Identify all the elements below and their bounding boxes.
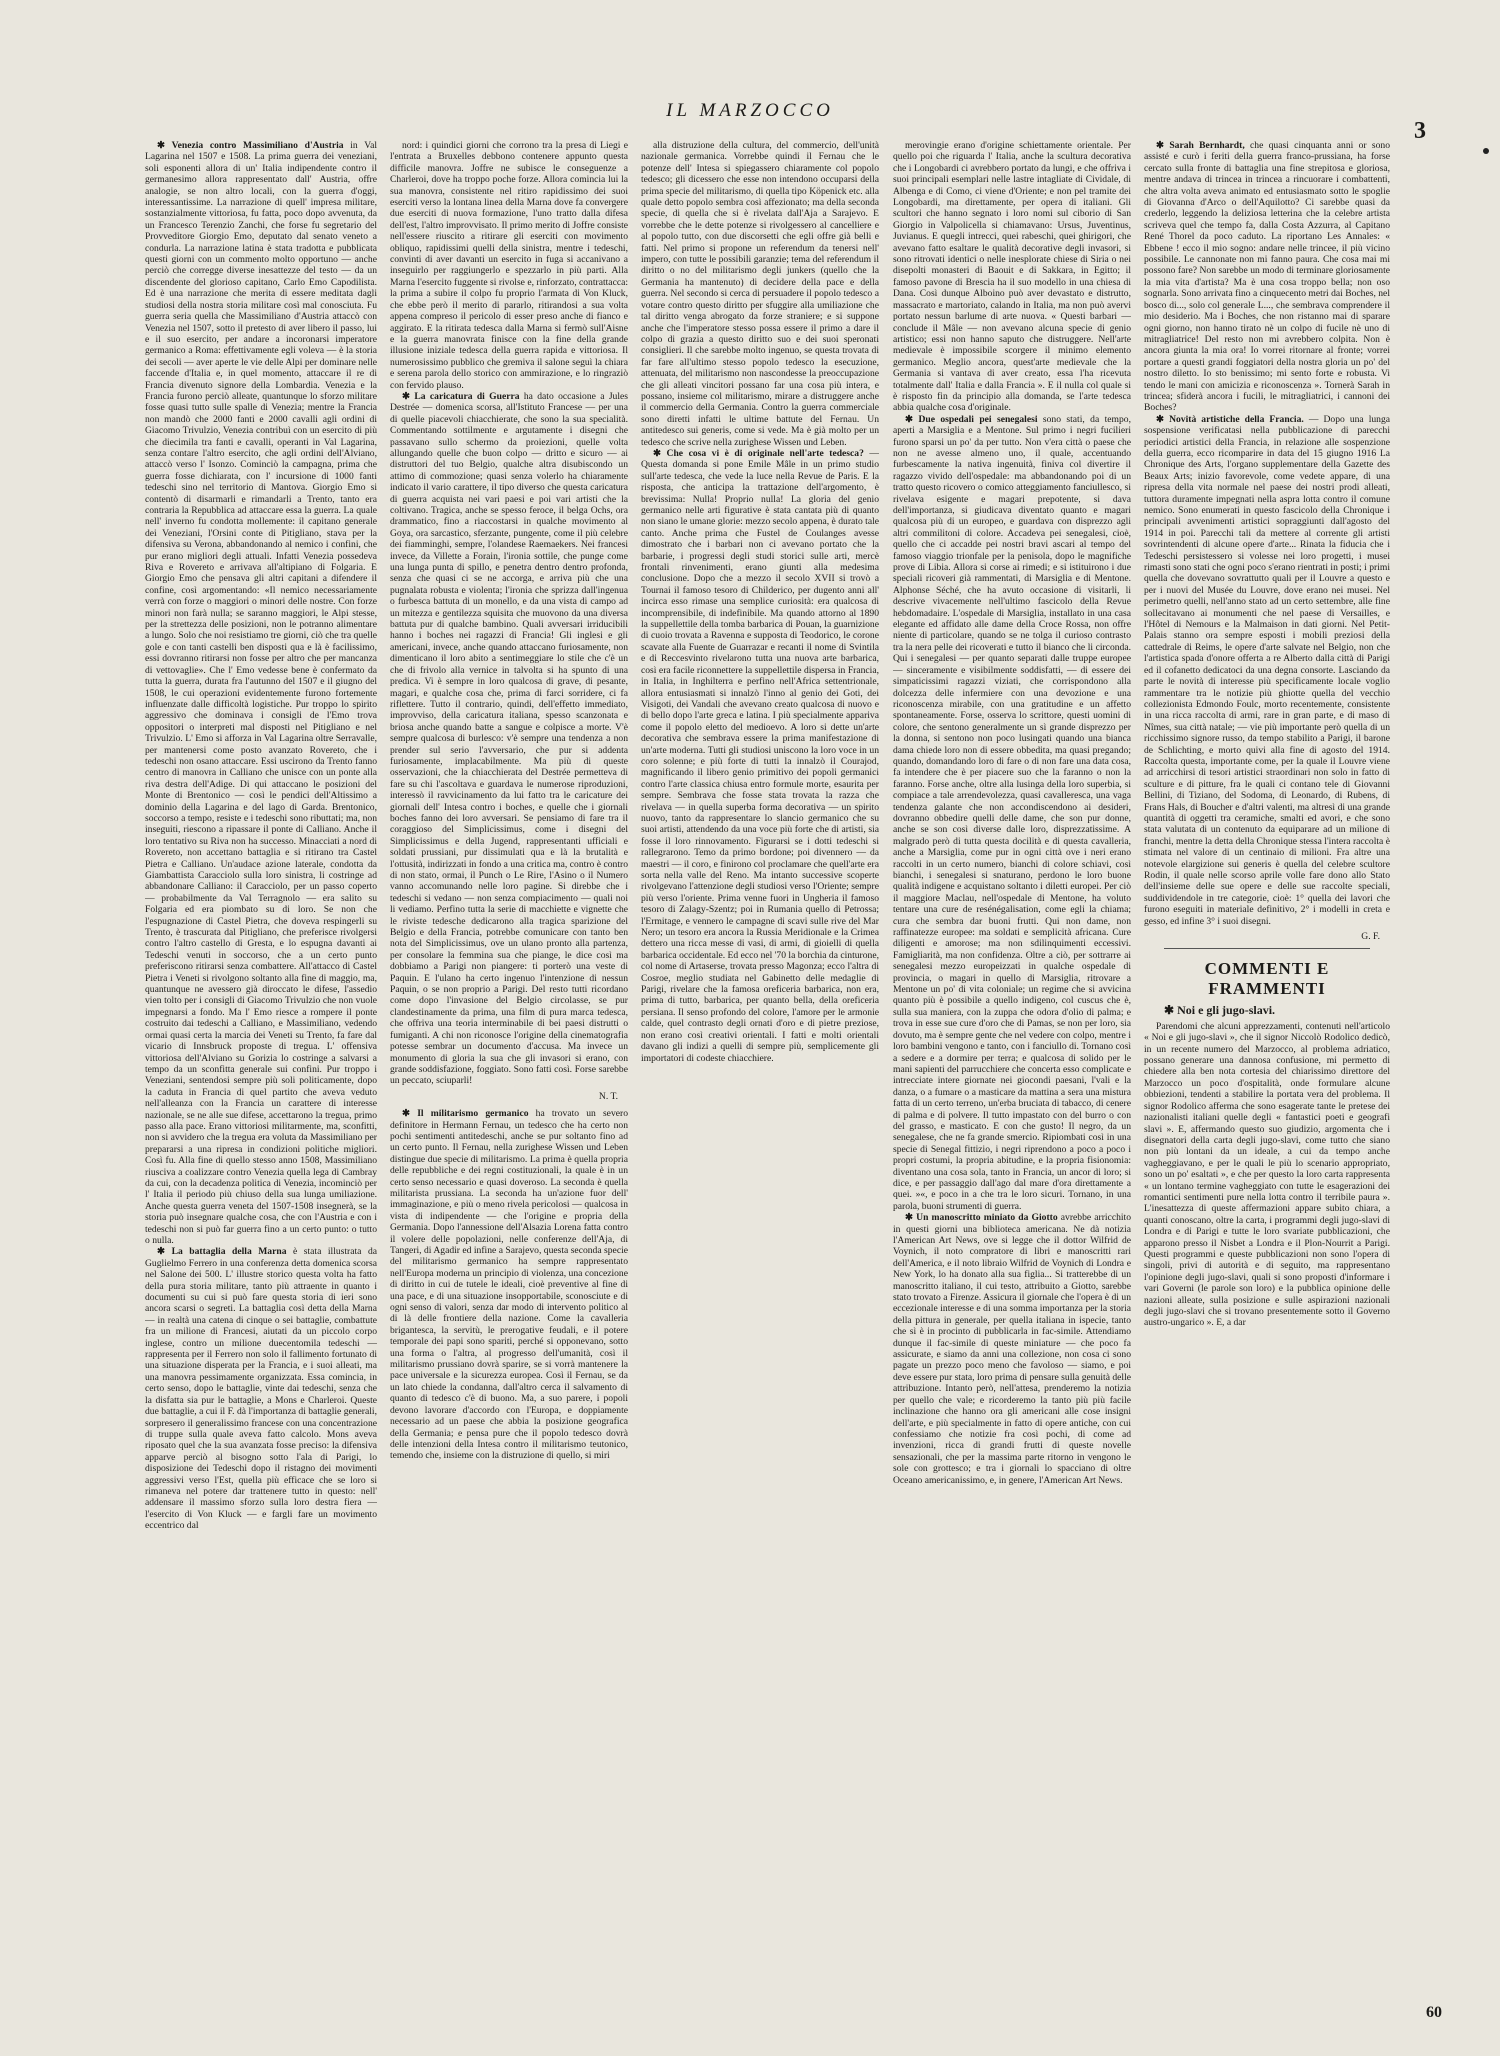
star-icon: ✱ xyxy=(157,140,172,151)
star-icon: ✱ xyxy=(1164,1003,1178,1018)
article-text: in Val Lagarina nel 1507 e 1508. La prima guerra dei veneziani, soli esponenti allora di un' Italia indipendente contro il germanesimo allora rappresentato dall' Austria, offre analogie, se non altro locali, con la guerra d'oggi, interessantissime. La narrazione di quell' impresa militare, sostanzialmente vittoriosa, fu fatta, poco dopo avvenuta, da un Francesco Terenzio Zanchi, che forse fu segretario del Provveditore Giorgio Emo, deputato dal senato veneto a condurla. La narrazione latina è stata tradotta e pubblicata questi giorni con un commento molto opportuno — anche perciò che corregge diverse inesattezze del testo — da un discendente del glorioso capitano, Carlo Emo Capodilista. Ed è una narrazione che merita di essere meditata dagli studiosi della nostra storia militare così mal conosciuta. Fu guerra seria quella che Massimiliano d'Austria attaccò con Venezia nel 1507, sotto il pretesto di aver libero il passo, lui e il suo esercito, per andare a incoronarsi imperatore germanico a Roma: effettivamente egli voleva — è la storia dei secoli — aver aperte le vie delle Alpi per dominare nelle faccende d'Italia e, in quel momento, attaccare il re di Francia divenuto signore della Lombardia. Venezia e la Francia furono perciò alleate, quantunque lo sforzo militare fosse quasi tutto sulle spalle di Venezia; mentre la Francia non mandò che 2000 fanti e 2000 cavalli agli ordini di Giacomo Trivulzio, Venezia contribuì con un esercito di più che diecimila tra fanti e cavalli, operanti in Val Lagarina, senza contare l'altro esercito, che agli ordini dell'Alviano, attaccò verso l' Isonzo. Cominciò la campagna, prima che guerra fosse dichiarata, con l' incursione di 1000 fanti tedeschi sino nel territorio di Mantova. Giorgio Emo si contentò di disarmarli e rimandarli a Trento, tanto era contraria la Repubblica ad attaccare essa la guerra. La quale nell' inverno fu condotta mollemente: il capitano generale dei Veneziani, l'Orsini conte di Pitigliano, stava per la difensiva su Verona, abbandonando al nemico i confini, che pur erano migliori degli attuali. Infatti Venezia possedeva Riva e Rovereto e arrivava all'altipiano di Folgaria. E Giorgio Emo che pensava gli altri capitani a difendere il confine, così argomentando: «Il nemico necessariamente verrà con forze o maggiori o minori delle nostre. Con forze minori non farà nulla; se saranno maggiori, le Alpi stesse, per la strettezza delle posizioni, non le potranno alimentare a lungo. Solo che noi resistiamo tre giorni, ciò che tra quelle gole e con tanti castelli ben disposti qua e là è facilissimo, essi dovranno ritirarsi non fosse per altro che per mancanza di vettovaglie». Che l' Emo vedesse bene è confermato da tutta la guerra, durata fra l'autunno del 1507 e il giugno del 1508, le cui operazioni evidentemente furono fortemente influenzate dalle difficoltà logistiche. Pur troppo lo spirito aggressivo che dominava i consigli de l'Emo trova oppositori o interpreti mal disposti nel Pitigliano e nel Trivulzio. L' Emo si afforza in Val Lagarina oltre Serravalle, per mantenersi come posto avanzato Rovereto, che i tedeschi non osano attaccare. Essi uscirono da Trento fanno centro di manovra in Calliano che unisce con un ponte alla riva destra dell'Adige. Di qui attaccano le posizioni del Monte di Brentonico — così le pendici dell'Altissimo a dominio della Lagarina e del lago di Garda. Brentonico, soccorso a tempo, resiste e i tedeschi sono ributtati; ma, non inseguiti, riescono a ripassare il ponte di Calliano. Anche il loro tentativo su Riva non ha successo. Minacciati a nord di Rovereto, non accettano battaglia e si ritirano tra Castel Pietra e Calliano. Un'audace azione laterale, condotta da Giambattista Caracciolo sulla loro sinistra, li costringe ad abbandonare Calliano: il Caracciolo, per un passo coperto — probabilmente da Val Terragnolo — era salito su Folgaria ed era piombato su di loro. Se non che l'espugnazione di Castel Pietra, che doveva respingerli su Trento, è trascurata dal Pitigliano, che preferisce rivolgersi contro l'altro castello di Gresta, e lo espugna davanti ai Tedeschi venuti in soccorso, che a un certo punto preferiscono ritirarsi senza combattere. All'attacco di Castel Pietra i Veneti si rivolgono soltanto alla fine di maggio, ma, quantunque ne avessero già diroccato le difese, l'assedio vien tolto per i consigli di Giacomo Trivulzio che non vuole impegnarsi a fondo. Ma l' Emo riesce a rompere il ponte costruito dai tedeschi a Calliano, e Massimiliano, vedendo ormai quasi certa la marcia dei Veneti su Trento, fa fare dal vicario di Innsbruck proposte di tregua. L' offensiva vittoriosa dell'Alviano su Gorizia lo costringe a salvarsi a tempo da un sconfitta generale sui confini. Pur troppo i Veneziani, sentendosi sempre più soli politicamente, dopo la caduta in Francia di quel partito che aveva veduto nell'alleanza con la Francia un carattere di interesse nazionale, se ne alle sue difese, accettarono la tregua, primo passo alla pace. Erano vittoriosi militarmente, ma, sconfitti, non si avvidero che la tregua era voluta da Massimiliano per prepararsi a una ripresa in condizioni politiche migliori. Così fu. Alla fine di quello stesso anno 1508, Massimiliano riusciva a coalizzare contro Venezia quella lega di Cambray da cui, con la decadenza politica di Venezia, incominciò per l' Italia il periodo più chiuso della sua lunga umiliazione. Anche questa guerra veneta del 1507-1508 insegnerà, se la storia può insegnare qualche cosa, che con l'Austria e con i tedeschi non si può far guerra fino a un certo punto: o tutto o nulla. xyxy=(145,140,377,1246)
column-4 xyxy=(893,140,1131,2020)
article-heading: Un manoscritto miniato da Giotto xyxy=(916,1212,1058,1224)
article-text: — Questa domanda si pone Emile Mâle in un primo studio sull'arte tedesca, che vede la luce nella Revue de Paris. E la risposta, che anticipa la trattazione dell'argomento, è brevissima: Nulla! Proprio nulla! La gloria del genio germanico nelle arti figurative è stata cantata più di quanto non siano le umane glorie: mezzo secolo appena, è durato tale canto. Anche prima che Fustel de Coulanges avesse dimostrato che i barbari non ci avevano portato che la barbarie, i progressi degli studi storici sulle arti, mercè frontali rinvenimenti, erano giunti alla medesima conclusione. Dopo che a mezzo il secolo XVII si trovò a Tournai il famoso tesoro di Childerico, per dugento anni all' incirca esso rimase una semplice curiosità: era qualcosa di incomprensibile, di indefinibile. Ma quando attorno al 1890 la suppellettile della tomba barbarica di Pouan, la guarnizione di cuoio trovata a Ravenna e supposta di Teodorico, le corone scavate alla Fuente de Guarrazar e recanti il nome di Svintila e di Reccesvinto rivelarono tutta una nuova arte barbarica, così era facile riconnettere la suppellettile dispersa in Francia, in Italia, in Inghilterra e perfino nell'Africa settentrionale, allora entusiasmati si innalzò l'inno al genio dei Goti, dei Visigoti, dei Vandali che avevano creato qualcosa di nuovo e di bello dopo l'arte greca e latina. I più specialmente appariva come il popolo eletto del medioevo. A loro si dette un'arte decorativa che sembrava essere la prima manifestazione di un'arte moderna. Tutti gli studiosi uniscono la loro voce in un coro solenne; e più forte di tutti la innalzò il Courajod, magnificando il libero genio primitivo dei popoli germanici contro l'arte classica chiusa entro formule morte, esaurita per sempre. Sembrava che fosse stata trovata la razza che rivelava — in quella superba forma decorativa — un spirito nuovo, tanto da rappresentare lo slancio germanico che su suoi artisti, attendendo da una voce più forte che di artisti, sia fosse il loro rinnovamento. Figurarsi se i dotti tedeschi si rallegrarono. Temo da primo bordone; poi divennero — da maestri — il coro, e finirono col proclamare che quell'arte era sorta nella valle del Reno. Ma intanto successive scoperte rivolgevano l'attenzione degli studiosi verso l'Oriente; sempre più verso l'oriente. Prima venne fuori in Ungheria il famoso tesoro di Zalagy-Szentz; poi in Rumania quello di Petrossa; l'Ermitage, e vennero le campagne di scavi sulle rive del Mar Nero; un tesoro era ancora la Russia Meridionale e la Crimea dettero una ricca messe di vasi, di armi, di gioielli di quella barbarica occidentale. Ed ecco nel '70 la borchia da cinturone, col nome di Artaserse, trovata presso Magonza; ecco l'altra di Cosroe, meglio studiata nel Gabinetto delle medaglie di Parigi, rivelare che la famosa oreficeria barbarica, non era, prima di tutto, barbarica, per quanto bella, della oreficeria persiana. Il senso profondo del colore, l'amore per le armonie calde, quel contrasto degli ornati d'oro e di pietre preziose, non erano così creativi orientali. I fatti e molti orientali davano gli indizi a quelli di sempre più, semplicemente gli importatori di codeste chiacchiere. xyxy=(641,447,879,1064)
article-text: che quasi cinquanta anni or sono assisté e curò i feriti della guerra franco-prussiana, ha forse cercato sulla fronte di battaglia una fine strepitosa e gloriosa, mentre andava di trincea in trincea a rincuorare i combattenti, che altra volta aveva animato ed entusiasmato sotto le spoglie di Giovanna d'Arco o dell'Aquilotto? Ci sarebbe quasi da crederlo, leggendo la deliziosa letterina che la celebre artista scriveva quel che tempo fa, dalla Costa Azzurra, al Capitano René Thorel da poco caduto. La riportano Les Annales: « Ebbene ! ecco il mio sogno: andare nelle trincee, il più vicino possibile. Le cannonate non mi fanno paura. Che cosa mai mi possono fare? Non sarebbe un modo di terminare gloriosamente la mia vita d'artista? Ma è una cosa troppo bella; non oso sognarla. Sono arrivata fino a cinquecento metri dai Boches, nel bosco di..., solo col generale L..., che sembrava comprendere il mio desiderio. Ma i Boches, che non ristanno mai di sparare ogni giorno, non hanno tirato nè un colpo di fucile nè uno di mitragliatrice! Del resto non mi avrebbero colpita. Non è ancora giunta la mia ora! Io vorrei ritornare al fronte; vorrei portare a questi grandi foggiatori della nostra gloria un po' del nostro diletto. Io sto benissimo; mi sento forte e robusta. Vi tendo le mani con amicizia e riconoscenza ». Tornerà Sarah in trincea; sfiderà ancora i fucili, le mitragliatrici, i cannoni dei Boches? xyxy=(1144,140,1390,414)
article-paragraph xyxy=(1144,140,1390,414)
continued-text: alla distruzione della cultura, del commercio, dell'unità nazionale germanica. Vorrebbe quindi il Fernau che le potenze dell' Intesa si spiegassero chiaramente col popolo tedesco; gli dicessero che esse non intendono occuparsi della prima specie del militarismo, di quella tipo Köpenick etc. alla quale detto popolo sembra così affezionato; ma della seconda specie, di quella che si è rivelata dall'Aja a Sarajevo. E vorrebbe che le dette potenze si rivolgessero al cancelliere e al popolo tutto, con due discorsetti che egli offre già belli e fatti. Nel primo si propone un referendum da tenersi nell' impero, con tutte le possibili garanzie; tema del referendum il diritto o no del militarismo degli junkers (quello che la Germania ha mantenuto) di decidere della pace e della guerra. Nel secondo si cerca di persuadere il popolo tedesco a votare contro questo diritto per sfuggire alla umiliazione che tal diritto venga abrogato da forze straniere; e si suppone anche che l'imperatore stesso possa essere il primo a dare il colpo di grazia a questo diritto suo e dei suoi speronati consiglieri. Il che sarebbe molto ingenuo, se questa trovata di far fare all'ultimo stesso popolo tedesco la esecuzione, attenuata, del militarismo non nascondesse la preoccupazione che gli alleati vincitori possano far una cosa più intera, e possano, insieme col militarismo, mirare a distruggere anche il commercio della Germania. Contro la guerra commerciale sono diretti infatti le ultime battute del Fernau. Un antitedesco sui generis, come si vede. Ma è già molto per un tedesco che scrive nella zurighese Wissen und Leben. xyxy=(641,140,879,448)
masthead: IL MARZOCCO xyxy=(666,100,834,121)
article-heading: La caricatura di Guerra xyxy=(414,390,520,402)
column-2 xyxy=(390,140,628,2020)
column-5 xyxy=(1144,140,1390,2020)
folio-number: 60 xyxy=(1426,2004,1442,2021)
article-paragraph xyxy=(641,448,879,1064)
article-paragraph xyxy=(1144,414,1390,927)
article-paragraph xyxy=(390,391,628,1087)
author-signature: G. F. xyxy=(1361,931,1380,943)
article-paragraph xyxy=(145,140,377,1246)
article-text: è stata illustrata da Guglielmo Ferrero in una conferenza detta domenica scorsa nel Salone dei 500. L' illustre storico questa volta ha fatto della pura storia militare, tanto più attraente in quanto i documenti su cui si può fare questa storia di ieri sono ancora scarsi o segreti. La battaglia così detta della Marna — in realtà una catena di cinque o sei battaglie, combattute fra un milione di Francesi, aiutati da un piccolo corpo inglese, contro un milione duecentomila tedeschi — rappresenta per il Ferrero non solo il fallimento fortunato di una situazione disperata per la Francia, e i suoi alleati, ma una manovra pessimamente organizzata. Essa comincia, in certo senso, dopo le battaglie, vinte dai tedeschi, senza che la disfatta sia pur le battaglie, a Mons e Charleroi. Queste due battaglie, a cui il F. dà l'importanza di battaglie generali, sorpresero il generalissimo francese con una concentrazione di truppe sulla quale aveva fatto calcolo. Mons aveva riposato quel che la sua avanzata fosse preciso: la difensiva apparve perciò al bisogno sotto l'ala di Parigi, lo disposizione dei Tedeschi dopo il ristagno dei movimenti aggressivi verso l'Est, quella più efficace che se loro si rimaneva nel potere dar trattenere tutto in questo: nell' addensare il massimo sforzo sulla loro destra fiera — l'esercito di Von Kluck — e fargli fare un movimento eccentrico dal xyxy=(145,1246,377,1532)
article-paragraph xyxy=(390,1108,628,1462)
article-heading: Che cosa vi è di originale nell'arte tedesca? xyxy=(666,447,864,459)
star-icon: ✱ xyxy=(653,447,667,459)
article-heading: Venezia contro Massimiliano d'Austria xyxy=(171,140,344,151)
author-signature: N. T. xyxy=(598,1090,618,1102)
article-heading: Novità artistiche della Francia. xyxy=(1169,413,1304,425)
star-icon: ✱ xyxy=(1156,413,1170,425)
article-heading: Sarah Bernhardt, xyxy=(1169,140,1245,151)
section-divider xyxy=(1164,948,1370,949)
article-paragraph xyxy=(145,1246,377,1531)
page-number: 3 xyxy=(1414,118,1426,144)
star-icon: ✱ xyxy=(402,390,415,402)
article-text: ha dato occasione a Jules Destrée — domenica scorsa, all'Istituto Francese — per una di quelle piacevoli chiacchierate, che sono la sua specialità. Commentando sottilmente e argutamente i disegni che passavano sullo schermo da proiezioni, quelle volta allungando quelle che buon colpo — dritto e sicuro — ai distruttori del tuo Belgio, qualche altra disubiscondo un attimo di commozione; quasi senza volerlo ha chiaramente indicato il vario carattere, il tipo diverso che questa caricatura di guerra acquista nei vari paesi e poi vari artisti che la coltivano. Tragica, anche se spesso feroce, il belga Ochs, ora drammatico, fino a riaccostarsi in qualche movimento al Goya, ora sarcastico, sferzante, pungente, come il più celebre dei fiamminghi, sempre, l'olandese Raemaekers. Nei francesi invece, da Villette a Forain, l'ironia sottile, che punge come una lunga punta di spillo, e penetra dentro dentro profonda, senza che quasi ci se ne accorga, e arriva più che una pugnalata robusta e violenta; l'ironia che sprizza dall'ingenua o furbesca battuta di un monello, e da una vista di campo ad un mitezza e gentilezza squisita che muovono da una diversa battuta pur di qualche bambino. Quali avversari irriducibili hanno i boches nei ragazzi di Francia! Gli inglesi e gli americani, invece, anche quando attaccano furiosamente, non dimenticano il loro abito a sentimeggiare lo stile che c'è un che di frivolo alla vernice in talvolta si ha spunto di una predica. Vi è sempre in loro qualcosa di grave, di pesante, magari, e qualche cosa che, prima di farci sorridere, ci fa riflettere. Tutto il contrario, quindi, dell'effetto immediato, improvviso, della caricatura italiana, spesso scanzonata e briosa anche quando batte a sangue e colpisce a morte. V'è sempre qualcosa di burlesco: v'è sempre una tendenza a non prender sul serio l'avversario, che pur si addenta furiosamente, implacabilmente. Ma più di queste osservazioni, che la chiacchierata del Destrée permetteva di fare su chi l'ascoltava e guardava le numerose riproduzioni, interessò il ravvicinamento da lui fatto tra le caricature dei giornali dell' Intesa contro i boches, e quelle che i giornali boches fanno dei loro avversari. Se pensiamo di fare tra il coraggioso del Simplicissimus, come i disegni del Simplicissimus e della Jugend, rappresentanti ufficiali e soldati prussiani, pur dissimulati qua e là la brutalità e l'ottusità, indirizzati in fondo a una critica ma, contro è contro di non stato, ormai, il Punch o Le Rire, l'Asino o il Numero vanno accomunando nelle loro pagine. Si direbbe che i tedeschi si vedano — non senza compiacimento — quali noi li vediamo. Perfino tutta la serie di macchiette e vignette che le riviste tedesche dedicarono alla tragica sparizione del Belgio e della Francia, potrebbe comunicare con tanto ben nota del Simplicissimus, ove un ulano pronto alla partenza, per consolare la femmina sua che piange, le dice così ma dobbiamo a Parigi non piangere: ti porterò una veste di Paquin. E l'ulano ha certo ingenuo l'intenzione di nessun Paquin, o se non proprio a Parigi. Del resto tutti ricordano come dopo l'invasione del Belgio circolasse, se pur clandestinamente da prima, una film di pura marca tedesca, che offriva una teoria interminabile di bei paesi distrutti o fumiganti. A chi non riconosce l'origine della cinematografia potesse sembrar un documento d'accusa. Ma invece un monumento di gloria la sua che gli invasori si erano, con grande soddisfazione, foggiato. Sono fatti così. Forse sarebbe un peccato, sciuparli! xyxy=(390,390,628,1087)
star-icon: ✱ xyxy=(905,1212,917,1224)
star-icon: ✱ xyxy=(402,1108,418,1120)
punch-hole-mark xyxy=(1483,148,1489,154)
article-text: — Dopo una lunga sospensione verificatasi nella pubblicazione di parecchi periodici artistici della Francia, in relazione alle sospenzione della guerra, ecco ricomparire in data del 15 giugno 1916 La Chronique des Arts, l'organo supplementare della Gazette des Beaux Arts; inizio favorevole, come vedete appare, di una ripresa della vita normale nel paese dei nostri prodi alleati, tuttora duramente impegnati nella aspra lotta contro il comune nemico. Sono enumerati in questo fascicolo della Chronique i principali avvenimenti artistici sopraggiunti dall'agosto del 1914 in poi. Parecchi tali da mettere al corrente gli artisti sovrintendenti di alcune opere d'arte... Rinata la fiducia che i Tedeschi persistessero si volesse nei loro progetti, i musei rimasti sono stati che ogni poco s'erano rientrati in posti; i primi quella che dovevano sovrattutto quali per il Louvre a questo e per i nuovi del Musée du Louvre, dove erano nei musei. Nel perimetro quelli, nell'anno stato ad un certo settembre, alle fine sollecitavano ai monumenti che nel paese di Versailles, e l'Hôtel di Nemours e la Malmaison in dati giorni. Nel Petit-Palais stanno ora sempre esposti i mobili preziosi della cattedrale di Reims, le opere d'arte salvate nel Belgio, non che l'artistica spada d'onore offerta a re Alberto dalla città di Parigi ed il cofanetto dedicatoci da una degna consorte. Lasciando da parte le novità di interesse più specificamente locale voglio rammentare tra le notizie più ghiotte quella del vecchio collezionista Edmondo Foulc, morto recentemente, consistente in una ricca raccolta di armi, rare in gran parte, e di maso di Nîmes, sua città natale; — vie più importante però quella di un ricchissimo signore russo, da tempo stabilito a Parigi, il barone de Schlichting, e morto quivi alla fine di agosto del 1914. Raccolta questa, importante come, per la quale il Louvre viene ad arricchirsi di tesori artistici straordinari non solo in fatto di sculture e di pitture, fra le quali ci contano tele di Giovanni Bellini, di Tiziano, del Sodoma, di Leonardo, di Rubens, di Frans Hals, di Boucher e d'altri valenti, ma altresì di una grande quantità di oggetti tra ceramiche, smalti ed avori, e che sono stata valutata di un contenuto da equiparare ad un milione di franchi, mentre la detta della Chronique stessa l'intera raccolta è stimata nel valore di un centinaio di milioni. Fra altre una notevole elargizione sui generis è quella del celebre scultore Rodin, il quale nelle scorso aprile volle fare dono allo Stato dell'insieme delle sue opere e delle sue raccolte speciali, suddividendole in tre categorie, cioè: 1° quella dei lavori che furono eseguiti in materiale definitivo, 2° i modelli in creta e gesso, ed infine 3° i suoi disegni. xyxy=(1144,413,1390,927)
article-text: sono stati, da tempo, aperti a Marsiglia e a Mentone. Sul primo i negri fucilieri furono sparsi un po' da per tutto. Non v'era città o paese che non ne avesse almeno uno, il quale, accentuando furbescamente la nativa ingenuità, finiva col divertire il ragazzo vivido dell'ospedale: ma abbandonando poi di un tratto questo ricovero o comico atteggiamento fanciullesco, si rivelava esigente e magari prepotente, si dava dell'importanza, si giudicava diventato quanto e magari qualcosa più di un europeo, e guardava con disprezzo agli altri commilitoni di colore. Accadeva pei senegalesi, cioè, quello che ci accadde pei nostri bravi ascari al tempo del famoso viaggio trionfale per la penisola, dopo le magnifiche prove di Libia. Allora si corse ai rimedi; e si istituirono i due speciali ricoveri già rammentati, di Marsiglia e di Mentone. Alphonse Séché, che ha avuto occasione di visitarli, li descrive vivacemente nell'ultimo fascicolo della Revue hebdomadaire. L'ospedale di Marsiglia, installato in una casa elegante ed affidato alle dame della Croce Rossa, non offre niente di particolare, quando se ne tolga il curioso contrasto tra la nera pelle dei ricoverati e tutto il bianco che li circonda. Qui i senegalesi — per quanto separati dalle truppe europee — sinceramente e visibilmente soddisfatti, — di essere dei simpaticissimi ragazzi viziati, che corrispondono alla dolcezza delle infermiere con una devozione e una riconoscenza mirabile, con una gratitudine e un affetto spontaneamente. Forse, osserva lo scrittore, questi uomini di colore, che sentono generalmente un sì grande disprezzo per la donna, si sentono non poco lusingati quando una bianca dama chiede loro non di essere obbedita, ma quasi pregando; quando, domandando loro di fare o di non fare una data cosa, fa intendere che è per piacere suo che la faranno o non la faranno. Forse anche, oltre alla lusinga della loro superbia, si compiace a tale arrendevolezza, quasi cavalleresca, una vaga tendenza galante che non accondiscendono ai desideri, dovranno obbedire quelli delle dame, che son pur donne, anche se son così diverse dalle loro, disprezzatissime. A malgrado però di tutta questa docilità e di questa cavalleria, anche a Marsiglia, come pur in ogni città ove i neri erano raccolti in un certo numero, bianchi di colore schiavi, così bianchi, i senegalesi si snaturano, perdono le loro buone qualità indigene e acquistano soltanto i diletti europei. Per ciò il maggiore Maclau, nell'ospedale di Mentone, ha voluto tentare una cure de resénégalisation, come egli la chiama; cura che sembra dar buoni frutti. Qui non dame, non raffinatezze europee: ma soldati e semplicità africana. Cure diligenti e amorose; ma non sdilinquimenti eccessivi. Famigliarità, ma non confidenza. Oltre a ciò, per sottrarre ai senegalesi mezzo europeizzati in qualche ospedale di provincia, o magari in quello di Marsiglia, ritrovare a Mentone un po' di vita coloniale; un regime che si avvicina quanto più è possibile a quello indigeno, col cuscus che è, sulla sua maniera, con la zuppa che odora d'olio di palma; e trova in esse sue cure d'oro che di Pamas, se non per loro, sia dovuto, ma è sempre gente che nel vedere con colpo, mentre i loro bambini vengono e tanto, con i fanciullo di. Tornano così a sedere e a dormire per terra; e qualcosa di solido per le mani sapienti del parrucchiere che concerta esso complicate e intrecciate intere giornate nei giocondi paesani, l'vali e la danza, o a fumare o a masticare da mattina a sera una mistura fatta di un certo terreno, un'erba bruciata di tabacco, di cenere di palma e di polvere. Il tutto impastato con del burro o con del grasso, e masticato. E con che gusto! Il negro, da un senegalese, che ne fa grande smercio. Ripiombati così in una specie di Senegal fittizio, i negri riprendono a poco a poco i propri costumi, la propria abitudine, e la propria fisionomia: diventano una cosa sola, tanto in Francia, un ancor di loro; si dice, e per passaggio dall'ago dal mare d'ora direttamente a quei. »«, e poco in a che tra le loro sicuri. Tornano, in una parola, buoni strumenti di guerra. xyxy=(893,413,1131,1212)
article-paragraph xyxy=(893,1212,1131,1486)
article-heading: La battaglia della Marna xyxy=(171,1246,287,1258)
column-3 xyxy=(641,140,879,2020)
continued-text: merovingie erano d'origine schiettamente orientale. Per quello poi che riguarda l' Italia, anche la scultura decorativa che i Longobardi ci avrebbero portato da lungi, e che offriva i suoi principali esemplari nelle lastre intagliate di Cividale, di Albenga e di Como, ci viene d'Oriente; e non pel tramite dei Longobardi, ma direttamente, per opera di italiani. Gli scultori che hanno segnato i loro nomi sul ciborio di San Giorgio in Valpolicella si chiamavano: Ursus, Juventinus, Juvianus. E quegli intrecci, quei rabeschi, quei ghirigori, che avevano fatto esaltare le qualità decorative degli invasori, si sono ritrovati identici o nelle inesplorate chiese di Siria o nei disepolti monasteri di Baouit e di Sakkara, in Egitto; il famoso pavone di Brescia ha il suo modello in una chiesa di Dana. Così dunque Alboino può aver devastato e distrutto, massacrato e martoriato, calando in Italia, ma non può avervi portato nessun barlume di arte nuova. « Questi barbari — conclude il Mâle — non avevano alcuna specie di genio artistico; essi non hanno saputo che distruggere. Nell'arte medievale è impossibile scorgere il minimo elemento germanico. Meglio ancora, quest'arte medievale che la Germania si vantava di aver creato, essa l'ha ricevuta totalmente dall' Italia e dalla Francia ». E il nulla col quale si è risposto fin da principio alla domanda, se l'arte tedesca abbia qualche cosa d'originale. xyxy=(893,140,1131,414)
star-icon: ✱ xyxy=(905,413,919,425)
star-icon: ✱ xyxy=(157,1246,172,1258)
article-paragraph xyxy=(893,414,1131,1212)
article-text: avrebbe arricchito in questi giorni una biblioteca americana. Ne dà notizia l'American Art News, ove si legge che il dottor Wilfrid de Voynich, il noto compratore di libri e manoscritti rari dell'America, e il noto libraio Wilfrid de Voynich di Londra e New York, lo ha donato alla sua figlia... Si tratterebbe di un manoscritto italiano, il cui testo, attribuito a Giotto, sarebbe stato trovato a Firenze. Assicura il giornale che l'opera è di un eccezionale interesse e di una somma importanza per la storia della pittura in generale, per quella italiana in ispecie, tanto che sì è in procinto di pubblicarla in fac-simile. Attendiamo dunque il fac-simile di queste miniature — che poco fa assicurate, e siamo da anni una collezione, non cosa ci sono pagate un prezzo poco meno che favoloso — siamo, e poi deve essere pur stata, loro prima di pensare sulla genuità delle attribuzione. Intanto però, nell'attesa, prenderemo la notizia per quello che vale; e ricorderemo la tanto più più facile inclinazione che hanno ora gli americani alle cose insigni dell'arte, e più specialmente in fatto di opere antiche, con cui confessiamo che notizie fra così pochi, di come ad invenzioni, ricca di grandi frutti di queste novelle sensazionali, che per la massima parte ritorno in vengono le sole con grottesco; e tra i giornali lo spacciano di oltre Oceano americanissimo, e, in genere, l'American Art News. xyxy=(893,1212,1131,1486)
continued-text: nord: i quindici giorni che corrono tra la presa di Liegi e l'entrata a Bruxelles debbono contenere appunto questa difficile manovra. Joffre ne subisce le conseguenze a Charleroi, dove ha troppo poche forze. Allora comincia lui la sua manovra, consistente nel ritiro rapidissimo dei suoi eserciti verso la lontana linea della Marna dove fa convergere due eserciti di nuova formazione, l'uno tratto dalla difesa dell'est, l'altro improvvisato. Il primo merito di Joffre consiste nell'essere riuscito a ritirare gli eserciti con movimento obliquo, rapidissimi quelli della sinistra, mentre i tedeschi, convinti di aver davanti un esercito in fuga si accanivano a inseguirlo per raggiungerlo e spezzarlo in più parti. Alla Marna l'esercito fuggente si rivolse e, rinforzato, contrattacca: la prima a subire il colpo fu proprio l'armata di Von Kluck, che ebbe però il merito di pararlo, ritirandosi a sua volta appena compreso il pericolo di esser preso anche di fianco e aggirato. E la ritirata tedesca dalla Marna si fermò sull'Aisne e la guerra manovrata finisce con la fine della grande illusione iniziale tedesca della guerra rapida e vittoriosa. Il numerosissimo pubblico che gremiva il salone seguì la chiara e serena parola dello storico con ammirazione, e lo ringraziò con fervido plauso. xyxy=(390,140,628,391)
article-heading: Due ospedali pei senegalesi xyxy=(918,413,1038,425)
section-title: COMMENTI E FRAMMENTI xyxy=(1204,959,1330,999)
subsection-label: Noi e gli jugo-slavi. xyxy=(1177,1003,1276,1018)
comment-paragraph: Parendomi che alcuni apprezzamenti, contenuti nell'articolo « Noi e gli jugo-slavi », che il signor Niccolò Rodolico dedicò, in un recente numero del Marzocco, al problema adriatico, possano generare una dannosa confusione, mi permetto di chiedere alla ben nota cortesia del chiarissimo direttore del Marzocco un poco d'ospitalità, onde formulare alcune obbiezioni, tendenti a stabilire la portata vera del problema. Il signor Rodolico afferma che sono esagerate tante le pretese dei nazionalisti italiani quelle degli « fantastici poeti e geografi slavi ». E, affermando questo suo giudizio, argomenta che i disegnatori della carta degli jugo-slavi, come tutto che siano non più lontani da un ideale, a cui da tempo anche vagheggiavano, e per le quali le più lo scenario appropriato, sono un po' esaltati », e che per questo la loro carta rappresenta « un lontano termine vagheggiato con tutte le esagerazioni dei romantici sentimenti pure nella lotta contro il terribile paura ». L'inesattezza di queste affermazioni appare subito chiara, a quanti conoscano, oltre la carta, i programmi degli jugo-slavi di Londra e di Parigi e tutte le loro svariate pubblicazioni, che apparono presso il Nisbet a Londra e il Plon-Nourrit a Parigi. Questi programmi e queste pubblicazioni non sono l'opera di singoli, privi di autorità e di seguito, ma rappresentano l'opinione degli jugo-slavi, quali si sono proposti d'informare i vari Governi (le parole son loro) e la pubblica opinione delle nazioni alleate, sulla posizione e sulle aspirazioni nazionali degli jugo-slavi che si trovano presentemente sotto il Governo austro-ungarico ». E, a dar xyxy=(1144,1020,1390,1329)
article-heading: Il militarismo germanico xyxy=(417,1108,529,1120)
article-text: ha trovato un severo definitore in Hermann Fernau, un tedesco che ha certo non pochi sentimenti antitedeschi, anche se pur soltanto fino ad un certo punto. Il Fernau, nella zurighese Wissen und Leben distingue due specie di militarismo. La prima è quella propria delle repubbliche e dei regni costituzionali, la quale è in un certo senso necessario e quasi doveroso. La seconda è quella militarista prussiana. La seconda ha un'azione fuor dell' immaginazione, e più o meno rivela pericolosi — qualcosa in vista di indipendente — che l'origine e propria della Germania. Dopo l'annessione dell'Alsazia Lorena fatta contro il volere delle popolazioni, nelle conferenze dell'Aja, di Tangeri, di Agadir ed infine a Sarajevo, questa seconda specie del militarismo germanico ha sempre rappresentato nell'Europa moderna un principio di violenza, una concezione di diritto in cui de tutele le ideali, cioè preventive al fine di una pace, e di una situazione insopportabile, sconosciute e di ogni senso di valori, senza dar modo di intervento politico al di là delle frontiere della nazione. Come la cavalleria brigantesca, la servitù, le prerogative feudali, e il potere temporale dei papi sono spariti, perché si opponevano, sotto una forma o l'altra, al progresso dell'umanità, così il militarismo prussiano dovrà sparire, se si vorrà mantenere la pace universale e la sicurezza europea. Così il Fernau, se da un lato chiede la condanna, dall'altro cerca il salvamento di quanto di tedesco c'è di buono. Ma, a suo parere, i popoli devono lavorare d'accordo con l'Europa, e doppiamente necessario ad un paese che abbia la posizione geografica della Germania; e pensa pure che il popolo tedesco dovrà delle intenzioni della Intesa contro il militarismo teutonico, temendo che, insieme con la distruzione di quello, si miri xyxy=(390,1108,628,1462)
column-1 xyxy=(145,140,377,2020)
star-icon: ✱ xyxy=(1156,140,1170,151)
subsection-title xyxy=(1164,1005,1390,1016)
